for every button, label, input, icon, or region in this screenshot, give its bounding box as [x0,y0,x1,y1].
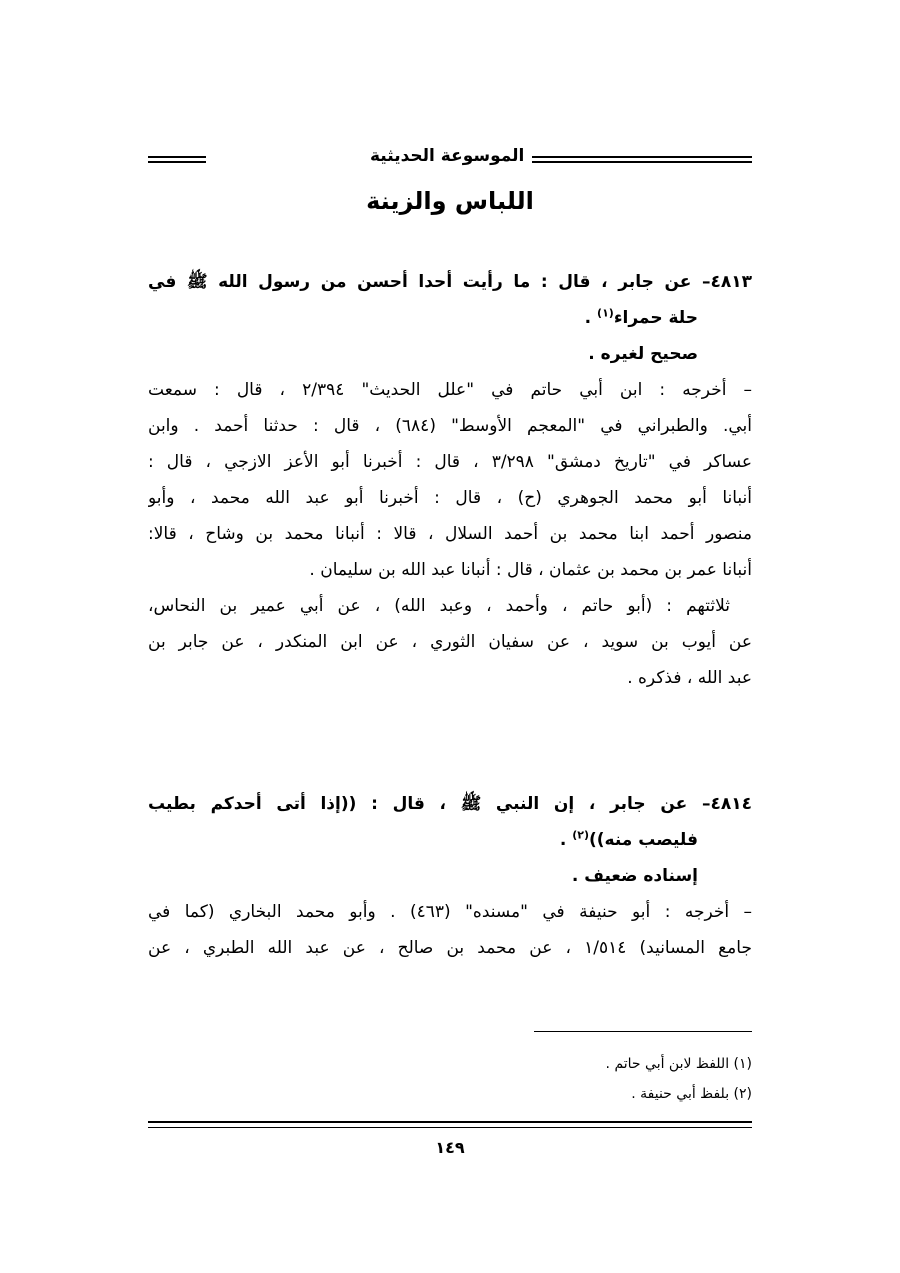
hadith-text-line: ٤٨١٣– عن جابر ، قال : ما رأيت أحدا أحسن من رسول الله ﷺ في [148,272,752,292]
header-rule-right [532,156,752,163]
chapter-title: اللباس والزينة [366,187,534,215]
hadith-grade: صحيح لغيره . [588,344,698,364]
page-number: ١٤٩ [435,1138,465,1157]
footnote-item: (٢) بلفظ أبي حنيفة . [631,1086,752,1102]
header-rule-left [148,156,206,163]
isnad-line: عبد الله ، فذكره . [627,668,752,688]
hadith-text-line: ٤٨١٤– عن جابر ، إن النبي ﷺ ، قال : ((إذا أتى أحدكم بطيب [148,794,752,814]
takhrij-line: أبي. والطبراني في "المعجم الأوسط" (٦٨٤) ، قال : حدثنا أحمد . وابن [148,416,752,436]
hadith-text-line: فليصب منه))$^{(٢)}$ . [559,828,698,850]
isnad-line: عن أيوب بن سويد ، عن سفيان الثوري ، عن ابن المنكدر ، عن جابر بن [148,632,752,652]
takhrij-line: – أخرجه : ابن أبي حاتم في "علل الحديث" ٢/٣٩٤ ، قال : سمعت [148,380,752,400]
hadith-4813 [148,264,752,696]
hadith-4814 [148,786,752,966]
document-page [148,0,752,1273]
footnote-ref: (٢) [572,828,589,842]
takhrij-line: أنبانا عمر بن محمد بن عثمان ، قال : أنبانا عبد الله بن سليمان . [309,560,752,580]
takhrij-line: جامع المسانيد) ١/٥١٤ ، عن محمد بن صالح ، عن عبد الله الطبري ، عن [148,938,752,958]
takhrij-line: أنبانا أبو محمد الجوهري (ح) ، قال : أخبرنا أبو عبد الله محمد ، وأبو [148,488,752,508]
footnote-item: (١) اللفظ لابن أبي حاتم . [605,1056,752,1072]
hadith-text-line: حلة حمراء$^{(١)}$ . [584,306,698,328]
takhrij-line: منصور أحمد ابنا محمد بن أحمد السلال ، قالا : أنبانا محمد بن وشاح ، قالا: [148,524,752,544]
takhrij-line: – أخرجه : أبو حنيفة في "مسنده" (٤٦٣) . وأبو محمد البخاري (كما في [148,902,752,922]
footer-rule [148,1121,752,1128]
footnote-ref: (١) [597,306,614,320]
takhrij-line: عساكر في "تاريخ دمشق" ٣/٢٩٨ ، قال : أخبرنا أبو الأعز الازجي ، قال : [148,452,752,472]
running-title-text: الموسوعة الحديثية [370,146,525,166]
isnad-line: ثلاثتهم : (أبو حاتم ، وأحمد ، وعبد الله) ، عن أبي عمير بن النحاس، [148,596,730,616]
footnote-separator [534,1031,752,1032]
footnotes [148,1049,752,1109]
hadith-grade: إسناده ضعيف . [571,866,698,886]
running-header [148,141,752,171]
